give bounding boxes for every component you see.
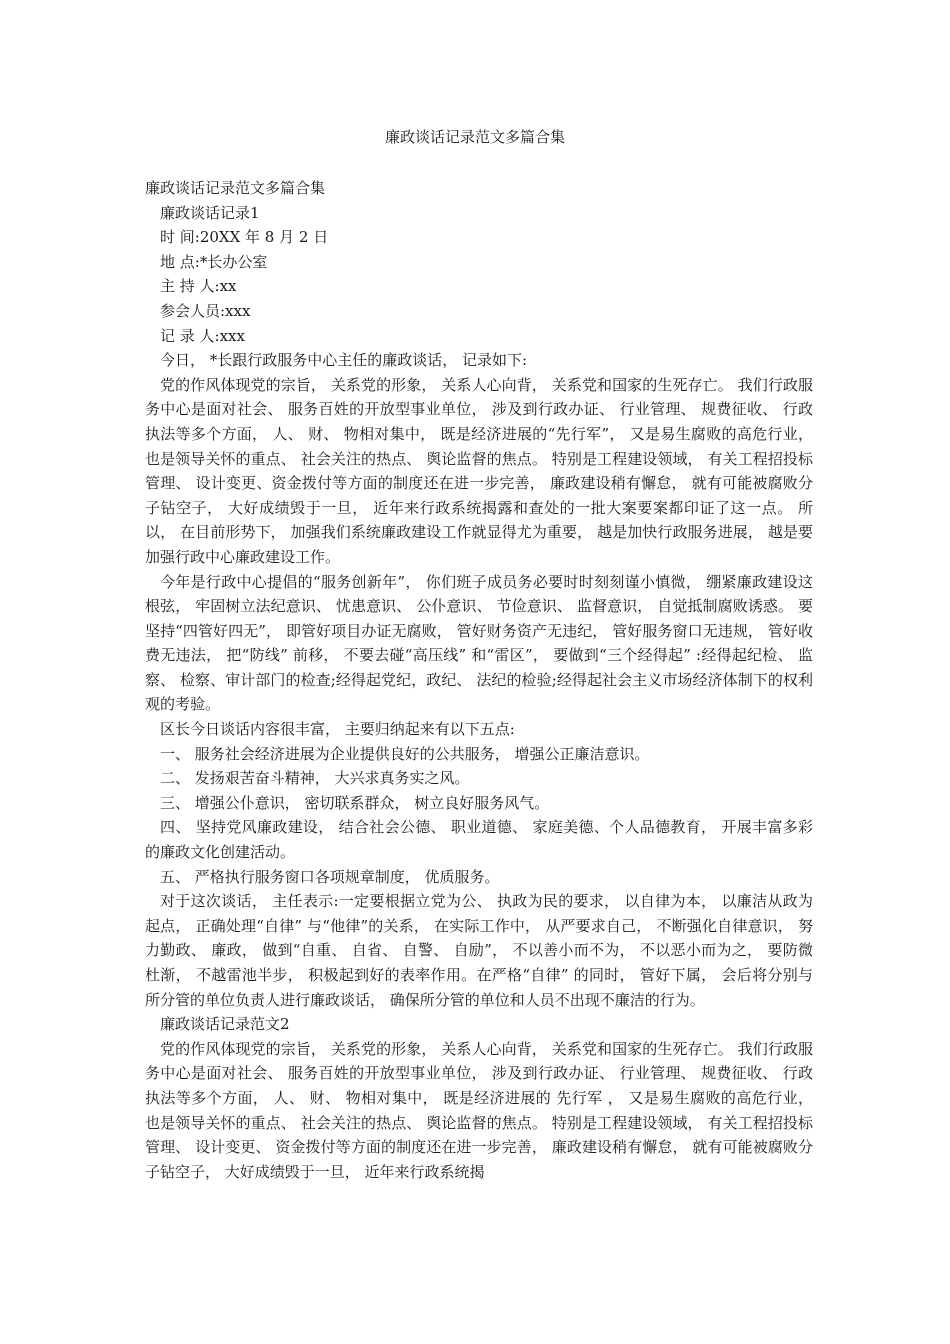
summary-point-1: 一、 服务社会经济进展为企业提供良好的公共服务， 增强公正廉洁意识。 — [160, 744, 650, 763]
meeting-time: 时 间:20XX 年 8 月 2 日 — [160, 228, 329, 247]
meeting-recorder: 记 录 人:xxx — [160, 326, 245, 345]
record1-intro: 今日， *长跟行政服务中心主任的廉政谈话， 记录如下: — [160, 351, 528, 370]
summary-point-2: 二、 发扬艰苦奋斗精神， 大兴求真务实之风。 — [160, 769, 470, 788]
record1-label: 廉政谈话记录1 — [160, 203, 260, 222]
record2-paragraph-1: 党的作风体现党的宗旨， 关系党的形象， 关系人心向背， 关系党和国家的生死存亡。 我们行政服务中心是面对社会、 服务百姓的开放型事业单位， 涉及到行政办证、 行业管理、 规费征收、 行政执法等多个方面， 人、 财、 物相对集中， 既是经济进展的 先行军 ， 又是易生腐败的高危行业， 也是领导关怀的重点、 社会关注的热点、 舆论监督的焦点。 特别是工程建设领域， 有关工程招投标管理、 设计变更、 资金拨付等方面的制度还在进一步完善， 廉政建设稍有懈怠， 就有可能被腐败分子钻空子， 大好成绩毁于一旦， 近年来行政系统揭 — [145, 1039, 813, 1181]
meeting-place: 地 点:*长办公室 — [160, 252, 268, 271]
record1-paragraph-1: 党的作风体现党的宗旨， 关系党的形象， 关系人心向背， 关系党和国家的生死存亡。 我们行政服务中心是面对社会、 服务百姓的开放型事业单位， 涉及到行政办证、 行业管理、 规费征收、 行政执法等多个方面， 人、 财、 物相对集中， 既是经济进展的“先行军”， 又是易生腐败的高危行业， 也是领导关怀的重点、 社会关注的热点、 舆论监督的焦点。 特别是工程建设领域， 有关工程招投标管理、 设计变更、资金拨付等方面的制度还在进一步完善， 廉政建设稍有懈怠， 就有可能被腐败分子钻空子， 大好成绩毁于一旦， 近年来行政系统揭露和查处的一批大案要案都印证了这一点。 所以， 在目前形势下， 加强我们系统廉政建设工作就显得尤为重要， 越是加快行政服务进展， 越是要加强行政中心廉政建设工作。 — [145, 375, 813, 566]
summary-point-3: 三、 增强公仆意识， 密切联系群众， 树立良好服务风气。 — [160, 793, 550, 812]
document-body — [145, 176, 813, 1184]
meeting-attendees: 参会人员:xxx — [160, 301, 251, 320]
meeting-host: 主 持 人:xx — [160, 277, 237, 296]
record1-paragraph-4: 对于这次谈话， 主任表示:一定要根据立党为公、 执政为民的要求， 以自律为本， 以廉洁从政为起点， 正确处理“自律” 与“他律”的关系， 在实际工作中， 从严要求自己， 不断强化自律意识， 努力勤政、 廉政， 做到“自重、 自省、 自警、 自励”， 不以善小而不为， 不以恶小而为之， 要防微杜渐， 不越雷池半步， 积极起到好的表率作用。在严格“自律” 的同时， 管好下属， 会后将分别与所分管的单位负责人进行廉政谈话， 确保所分管的单位和人员不出现不廉洁的行为。 — [145, 892, 813, 1009]
document-heading: 廉政谈话记录范文多篇合集 — [145, 179, 326, 197]
document-title: 廉政谈话记录范文多篇合集 — [384, 128, 565, 146]
record2-label: 廉政谈话记录范文2 — [160, 1015, 290, 1034]
record1-paragraph-2: 今年是行政中心提倡的“服务创新年”， 你们班子成员务必要时时刻刻谨小慎微， 绷紧廉政建设这根弦， 牢固树立法纪意识、 忧患意识、 公仆意识、 节俭意识、 监督意识， 自觉抵制腐败诱惑。 要坚持“四管好四无”， 即管好项目办证无腐败， 管好财务资产无违纪， 管好服务窗口无违规， 管好收费无违法， 把“防线” 前移， 不要去碰“高压线” 和“雷区”， 要做到“三个经得起” :经得起纪检、 监察、 检察、审计部门的检查;经得起党纪，政纪、 法纪的检验;经得起社会主义市场经济体制下的权利观的考验。 — [145, 572, 813, 714]
summary-point-4: 四、 坚持党风廉政建设， 结合社会公德、 职业道德、 家庭美德、个人品德教育， 开展丰富多彩的廉政文化创建活动。 — [145, 818, 813, 862]
record1-paragraph-3: 区长今日谈话内容很丰富， 主要归纳起来有以下五点: — [160, 720, 515, 739]
summary-point-5: 五、 严格执行服务窗口各项规章制度， 优质服务。 — [160, 867, 500, 886]
